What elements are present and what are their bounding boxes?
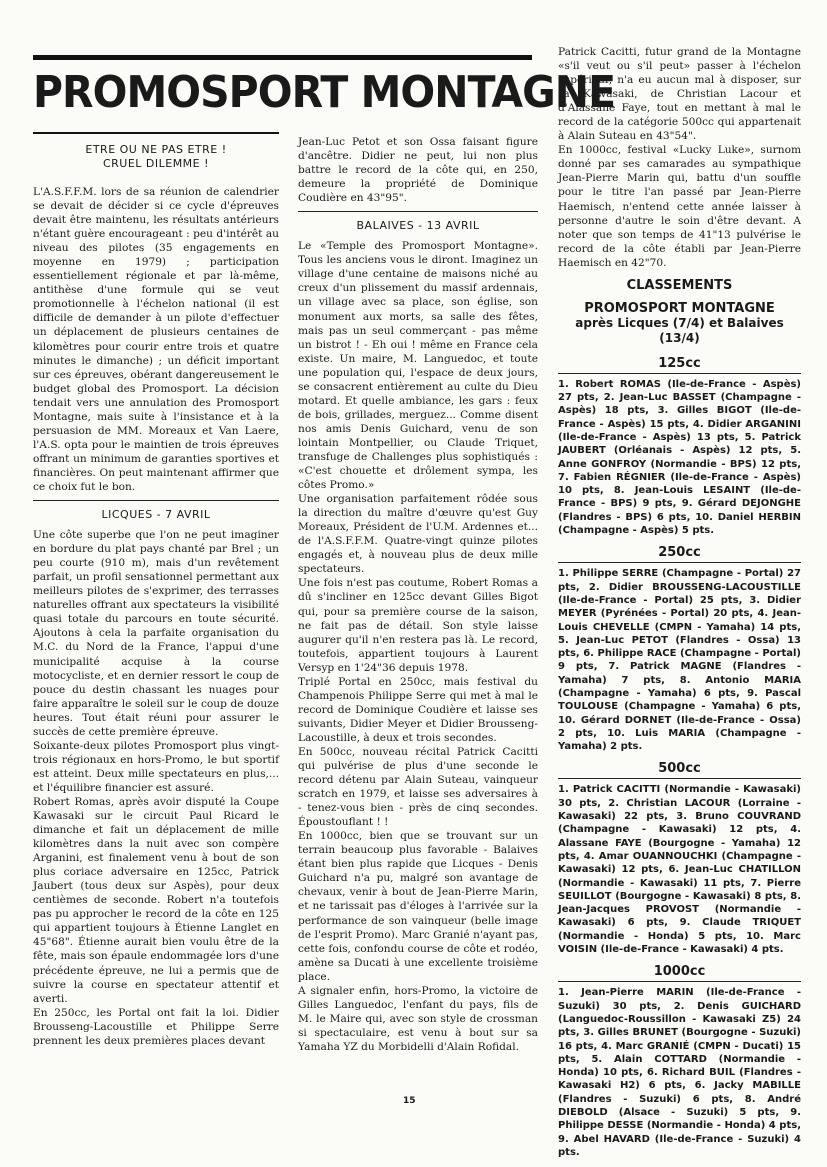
category-heading-1000cc: 1000cc — [558, 964, 801, 982]
results-1000cc: 1. Jean-Pierre MARIN (Ile-de-France - Suzuki) 30 pts, 2. Denis GUICHARD (Languedoc-Roussillon - Kawasaki Z5) 24 pts, 3. Gilles BRUNET (Bourgogne - Suzuki) 16 pts, 4. Marc GRANIÉ (CMPN - Ducati) 15 pts, 5. Alain COTTARD (Normandie - Honda) 10 pts, 6. Richard BUIL (Flandres - Kawasaki H2) 6 pts, 6. Jacky MABILLE (Flandres - Suzuki) 6 pts, 8. André DIEBOLD (Alsace - Suzuki) 5 pts, 9. Philippe DESSE (Normandie - Honda) 4 pts, 9. Abel HAVARD (Ile-de-France - Suzuki) 4 pts. — [558, 987, 801, 1158]
category-heading-250cc: 250cc — [558, 545, 801, 563]
paragraph: Une fois n'est pas coutume, Robert Romas a dû s'incliner en 125cc devant Gilles Bigot qui, pour sa première course de la saison, ne fait pas de détail. Son style laisse augurer qu'il n'en restera pas là. Le record, toutefois, appartient toujours à Laurent Versyp en 1'24"36 depuis 1978. — [298, 577, 538, 674]
title-bottom-rule — [33, 132, 279, 134]
column-3 — [558, 45, 801, 1167]
intro-heading-line2: CRUEL DILEMME ! — [102, 157, 210, 170]
classements-dates: après Licques (7/4) et Balaives (13/4) — [575, 315, 784, 345]
paragraph: Triplé Portal en 250cc, mais festival du Champenois Philippe Serre qui met à mal le record de Dominique Coudière et laisse ses suivants, Didier Meyer et Didier Brousseng-Lacoustille, à deux et trois secondes. — [298, 675, 538, 744]
paragraph: Patrick Cacitti, futur grand de la Montagne «s'il veut ou s'il peut» passer à l'échelon supérieur, n'a eu aucun mal à disposer, sur sa Kawasaki, de Christian Lacour et d'Alassane Faye, tout en mettant à mal le record de la catégorie 500cc qui appartenait à Alain Suteau en 43"54". — [558, 46, 801, 143]
title-top-rule — [33, 55, 532, 60]
paragraph: En 1000cc, bien que se trouvant sur un terrain beaucoup plus favorable - Balaives étant bien plus rapide que Licques - Denis Guichard n'a pu, malgré son avantage de chevaux, venir à bout de Jean-Pierre Marin, et ne tarissait pas d'éloges à l'arrivée sur la performance de son vainqueur (belle image de l'esprit Promo). Marc Granié n'ayant pas, cette fois, confondu course de côte et rodéo, amène sa Ducati à une excellente troisième place. — [298, 830, 538, 983]
paragraph: Le «Temple des Promosport Montagne». Tous les anciens vous le diront. Imaginez un village d'une centaine de maisons niché au creux d'un plissement du massif ardennais, un village avec sa place, son église, son monument aux morts, sa salle des fêtes, mais pas un seul commerçant - pas même un bistrot ! - Eh oui ! même en France cela existe. Un maire, M. Languedoc, et toute une population qui, l'espace de deux jours, se consacrent entièrement au culte du Dieu motard. Et quelle ambiance, les gars : feux de bois, grillades, merguez... Comme disent nos amis Denis Guichard, venu de son lointain Montpellier, ou Claude Triquet, transfuge de Challenges plus sophistiqués : «C'est chouette et drôlement sympa, les côtes Promo.» — [298, 240, 538, 492]
intro-heading-line1: ETRE OU NE PAS ETRE ! — [85, 143, 227, 156]
column-1 — [33, 185, 279, 1048]
article-title: PROMOSPORT MONTAGNE — [33, 67, 616, 118]
paragraph: Une organisation parfaitement rôdée sous la direction du maître d'œuvre qu'est Guy Moreaux, Président de l'U.M. Ardennes et... de l'A.S.F.F.M. Quatre-vingt quinze pilotes engagés et, à nouveau plus de deux mille spectateurs. — [298, 493, 538, 576]
paragraph: En 250cc, les Portal ont fait la loi. Didier Brousseng-Lacoustille et Philippe Serre prennent les deux premières places devant — [33, 1006, 279, 1047]
intro-heading — [33, 143, 279, 171]
results-250cc: 1. Philippe SERRE (Champagne - Portal) 27 pts, 2. Didier BROUSSENG-LACOUSTILLE (Ile-de-France - Portal) 25 pts, 3. Didier MEYER (Pyrénées - Portal) 20 pts, 4. Jean-Louis CHEVELLE (CMPN - Yamaha) 14 pts, 5. Jean-Luc PETOT (Flandres - Ossa) 13 pts, 6. Philippe RACE (Champagne - Portal) 9 pts, 7. Patrick MAGNE (Flandres - Yamaha) 7 pts, 8. Antonio MARIA (Champagne - Yamaha) 6 pts, 9. Pascal TOULOUSE (Champagne - Yamaha) 6 pts, 10. Gérard DORNET (Ile-de-France - Ossa) 2 pts, 10. Luis MARIA (Champagne - Yamaha) 2 pts. — [558, 568, 801, 753]
paragraph: Jean-Luc Petot et son Ossa faisant figure d'ancêtre. Didier ne peut, lui non plus battre le record de la côte qui, en 250, demeure la propriété de Dominique Coudière en 43"95". — [298, 136, 538, 205]
results-125cc: 1. Robert ROMAS (Ile-de-France - Aspès) 27 pts, 2. Jean-Luc BASSET (Champagne - Aspès) 18 pts, 3. Gilles BIGOT (Ile-de-France - Aspès) 15 pts, 4. Didier ARGANINI (Ile-de-France - Aspès) 13 pts, 5. Patrick JAUBERT (Orléanais - Aspès) 12 pts, 5. Anne GONFROY (Normandie - BPS) 12 pts, 7. Fabien RÉGNIER (Ile-de-France - Aspès) 10 pts, 8. Jean-Louis LESAINT (Ile-de-France - BPS) 9 pts, 9. Gérard DEJONGHE (Flandres - BPS) 6 pts, 10. Daniel HERBIN (Champagne - Aspès) 5 pts. — [558, 378, 801, 537]
classements-subheading: PROMOSPORT MONTAGNE — [584, 300, 775, 316]
column-2 — [298, 135, 538, 1054]
paragraph: En 1000cc, festival «Lucky Luke», surnom donné par ses camarades au sympathique Jean-Pierre Marin qui, battu d'un souffle pour le titre l'an passé par Jean-Pierre Haemisch, n'entend cette année laisser à personne d'autre le soin d'être devant. A noter que son temps de 41"13 pulvérise le record de la côte établi par Jean-Pierre Haemisch en 42"70. — [558, 144, 801, 269]
category-heading-125cc: 125cc — [558, 356, 801, 374]
paragraph: Soixante-deux pilotes Promosport plus vingt-trois régionaux en hors-Promo, le but sportif est atteint. Deux mille spectateurs en plus,... et l'équilibre financier est assuré. — [33, 739, 279, 794]
category-heading-500cc: 500cc — [558, 761, 801, 779]
paragraph: Robert Romas, après avoir disputé la Coupe Kawasaki sur le circuit Paul Ricard le dimanche et fait un déplacement de mille kilomètres dans la nuit avec son compère Arganini, est finalement venu à bout de son plus coriace adversaire en 125cc, Patrick Jaubert (tous deux sur Aspès), pour deux centièmes de seconde. Robert n'a toutefois pas pu approcher le record de la côte en 125 qui appartient toujours à Étienne Langlet en 45"68". Étienne aurait bien voulu être de la fête, mais son épaule endommagée lors d'une précédente épreuve, ne lui a permis que de suivre la course en spectateur attentif et averti. — [33, 795, 279, 1005]
paragraph: L'A.S.F.F.M. lors de sa réunion de calendrier se devait de décider si ce cycle d'épreuves devait être maintenu, les résultats antérieurs n'étant guère encourageant : peu d'intérêt au niveau des pilotes (35 engagements en moyenne en 1979) ; participation essentiellement régionale et par là-même, antithèse d'une formule qui se veut promotionnelle à l'échelon national (il est difficile de demander à un pilote d'effectuer un déplacement de plusieurs centaines de kilomètres pour courir entre trois et quatre minutes le dimanche) ; un déficit important sur ces épreuves, obérant dangereusement le budget global des Promosport. La décision tendait vers une annulation des Promosport Montagne, mais suite à l'insistance et à la persuasion de MM. Moreaux et Van Laere, l'A.S. opta pour le maintien de trois épreuves offrant un minimum de garanties sportives et financières. On peut maintenant affirmer que ce choix fut le bon. — [33, 186, 279, 493]
paragraph: A signaler enfin, hors-Promo, la victoire de Gilles Languedoc, l'enfant du pays, fils de M. le Maire qui, avec son style de crossman si spectaculaire, est venu à bout sur sa Yamaha YZ du Morbidelli d'Alain Rofidal. — [298, 984, 538, 1053]
page-number: 15 — [403, 1096, 416, 1106]
classements-heading: CLASSEMENTS — [626, 277, 733, 293]
paragraph: En 500cc, nouveau récital Patrick Cacitti qui pulvérise de plus d'une seconde le record détenu par Alain Suteau, vainqueur scratch en 1979, et laisse ses adversaires à - tenez-vous bien - près de cinq secondes. Époustouflant ! ! — [298, 745, 538, 829]
section-heading-balaives: BALAIVES - 13 AVRIL — [298, 211, 538, 233]
section-heading-licques: LICQUES - 7 AVRIL — [33, 500, 279, 522]
paragraph: Une côte superbe que l'on ne peut imaginer en bordure du plat pays chanté par Brel ; un peu courte (910 m), mais d'un revêtement parfait, un profil sensationnel permettant aux meilleurs pilotes de s'exprimer, des terrasses naturelles offrant aux spectateurs la visibilité quasi totale du parcours en toute sécurité. Ajoutons à cela la parfaite organisation du M.C. du Nord de la France, l'appui d'une municipalité acquise à la course motocycliste, et en dernier ressort le coup de pouce du destin chassant les nuages pour faire apparaître le soleil sur le coup de douze heures. Tout était réuni pour assurer le succès de cette première épreuve. — [33, 529, 279, 738]
results-500cc: 1. Patrick CACITTI (Normandie - Kawasaki) 30 pts, 2. Christian LACOUR (Lorraine - Kawasaki) 22 pts, 3. Bruno COUVRAND (Champagne - Kawasaki) 12 pts, 4. Alassane FAYE (Bourgogne - Yamaha) 12 pts, 4. Amar OUANNOUCHKI (Champagne - Kawasaki) 12 pts, 6. Jean-Luc CHATILLON (Normandie - Kawasaki) 11 pts, 7. Pierre SEUILLOT (Bourgogne - Kawasaki) 8 pts, 8. Jean-Jacques PROVOST (Normandie - Kawasaki) 6 pts, 9. Claude TRIQUET (Normandie - Honda) 5 pts, 10. Marc VOISIN (Ile-de-France - Kawasaki) 4 pts. — [558, 784, 801, 956]
